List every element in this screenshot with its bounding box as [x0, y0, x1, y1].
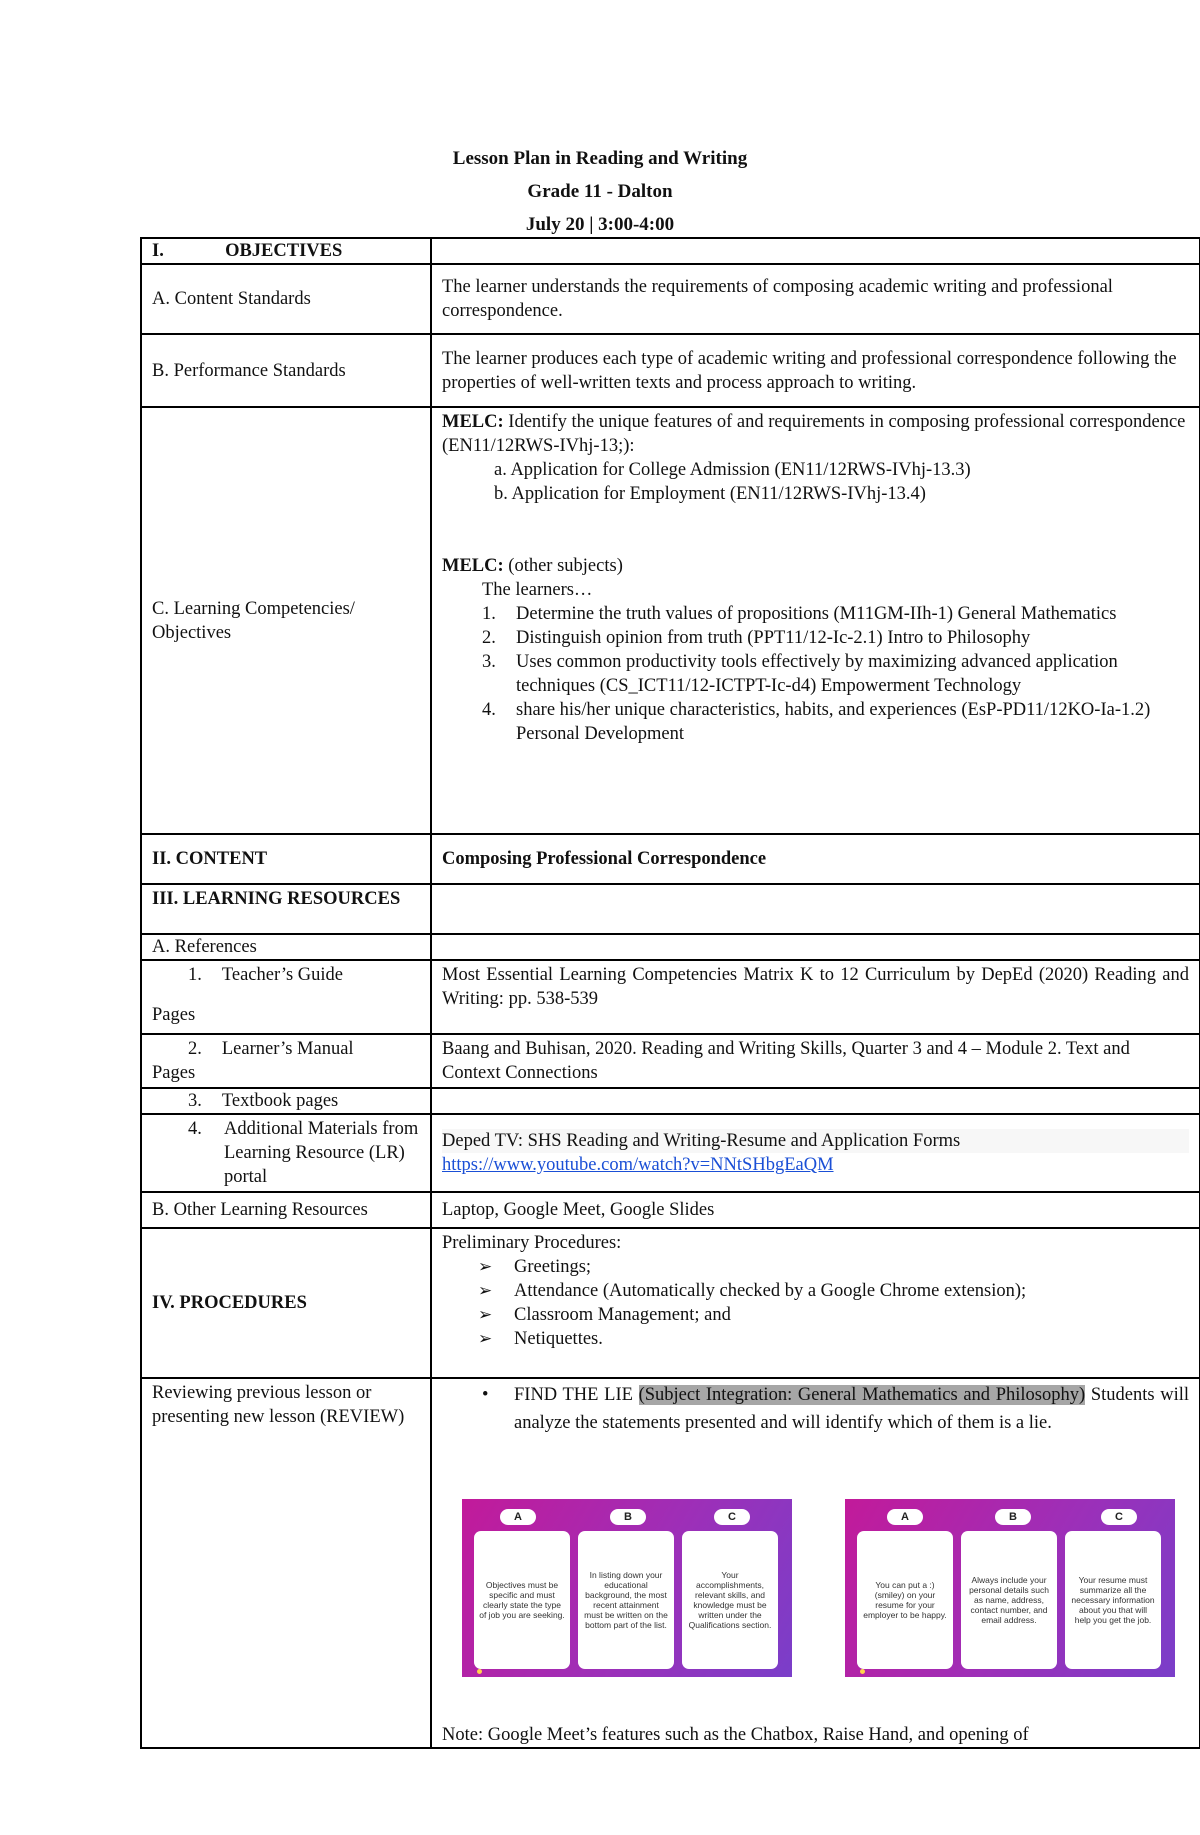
- textbook-row: 3. Textbook pages: [141, 1088, 1200, 1114]
- performance-standards-row: [141, 334, 1200, 407]
- option-a-label: A: [887, 1509, 923, 1525]
- other-resources-label: B. Other Learning Resources: [141, 1192, 431, 1228]
- melc-other: [442, 554, 1189, 578]
- learners-manual-value: Baang and Buhisan, 2020. Reading and Writing Skills, Quarter 3 and 4 – Module 2. Text and Context Connections: [431, 1034, 1200, 1088]
- content-row: [141, 834, 1200, 884]
- references-row: [141, 934, 1200, 960]
- youtube-link[interactable]: https://www.youtube.com/watch?v=NNtSHbgEaQM: [442, 1155, 834, 1175]
- content-label: II. CONTENT: [141, 834, 431, 884]
- find-the-lie-slide-1: [462, 1499, 792, 1677]
- activity-title: FIND THE LIE: [514, 1385, 639, 1405]
- melc-label: MELC:: [442, 412, 504, 432]
- references-label: A. References: [141, 934, 431, 960]
- procedure-item: ➢ Netiquettes.: [478, 1329, 603, 1349]
- procedures-row: [141, 1228, 1200, 1378]
- subject-integration: (Subject Integration: General Mathematics and Philosophy): [638, 1385, 1086, 1405]
- procedure-item: ➢ Classroom Management; and: [478, 1305, 731, 1325]
- statement-card: You can put a :) (smiley) on your resume for your employer to be happy.: [857, 1531, 953, 1669]
- competency-item: 1. Determine the truth values of propositions (M11GM-IIh-1) General Mathematics: [482, 604, 1117, 624]
- lesson-plan-table: [140, 237, 1200, 1749]
- teachers-guide-label: Teacher’s Guide: [221, 965, 344, 985]
- additional-materials-value: Deped TV: SHS Reading and Writing-Resume and Application Forms: [442, 1129, 1189, 1153]
- competencies-label: C. Learning Competencies/ Objectives: [141, 407, 431, 834]
- competencies-row: [141, 407, 1200, 834]
- objectives-row: [141, 238, 1200, 264]
- procedure-list: [442, 1255, 1189, 1351]
- melc-other-text: (other subjects): [503, 556, 623, 576]
- teachers-guide-value: Most Essential Learning Competencies Matrix K to 12 Curriculum by DepEd (2020) Reading and Writing: pp. 538-539: [431, 960, 1200, 1034]
- textbook-label: Textbook pages: [221, 1091, 339, 1111]
- melc-item-b: b. Application for Employment (EN11/12RWS-IVhj-13.4): [494, 484, 926, 504]
- content-standards-label: A. Content Standards: [141, 264, 431, 334]
- competencies-value: [431, 407, 1200, 834]
- performance-standards-label: B. Performance Standards: [141, 334, 431, 407]
- preliminary-procedures: Preliminary Procedures:: [442, 1233, 622, 1253]
- find-the-lie-slide-2: [845, 1499, 1175, 1677]
- content-standards-row: [141, 264, 1200, 334]
- resources-row: [141, 884, 1200, 934]
- grade-section: Grade 11 - Dalton: [527, 181, 673, 202]
- learners-manual-pages: Pages: [152, 1063, 196, 1083]
- additional-materials-row: 4. Additional Materials from Learning Resource (LR) portal Deped TV: SHS Reading and Writing-Resume and Application Forms https://www.youtube.com/watch?v=NNtSHbgEaQM: [141, 1114, 1200, 1192]
- schedule-date: July 20 | 3:00-4:00: [525, 214, 675, 235]
- teachers-guide-pages: Pages: [152, 1005, 196, 1025]
- procedure-item: ➢ Greetings;: [478, 1257, 592, 1277]
- activity-description: Students will analyze the statements presented and will identify which of them is a lie.: [514, 1385, 1189, 1433]
- melc-text: Identify the unique features of and requirements in composing professional correspondence (EN11/12RWS-IVhj-13;):: [442, 412, 1186, 456]
- objectives-heading: OBJECTIVES: [225, 241, 343, 261]
- additional-materials-label: Additional Materials from Learning Resource (LR) portal: [224, 1119, 419, 1187]
- content-standards-value: The learner understands the requirements of composing academic writing and professional correspondence.: [431, 264, 1200, 334]
- review-row: [141, 1378, 1200, 1748]
- content-value: Composing Professional Correspondence: [431, 834, 1200, 884]
- procedure-item: ➢ Attendance (Automatically checked by a Google Chrome extension);: [478, 1281, 1027, 1301]
- statement-card: Your resume must summarize all the necessary information about you that will help you get the job.: [1065, 1531, 1161, 1669]
- document-title: Lesson Plan in Reading and Writing: [452, 148, 748, 169]
- objectives-num: I.: [152, 241, 164, 261]
- review-label: Reviewing previous lesson or presenting new lesson (REVIEW): [141, 1378, 431, 1748]
- learners-manual-label: Learner’s Manual: [221, 1039, 354, 1059]
- slide-logo-icon: [860, 1669, 865, 1674]
- melc-other-label: MELC:: [442, 556, 504, 576]
- competency-item: 2. Distinguish opinion from truth (PPT11/12-Ic-2.1) Intro to Philosophy: [482, 628, 1031, 648]
- option-c-label: C: [714, 1509, 750, 1525]
- option-b-label: B: [610, 1509, 646, 1525]
- statement-card: Your accomplishments, relevant skills, and knowledge must be written under the Qualifications section.: [682, 1531, 778, 1669]
- option-b-label: B: [995, 1509, 1031, 1525]
- review-activity-list: [442, 1381, 1189, 1437]
- option-a-label: A: [500, 1509, 536, 1525]
- competency-item: 3. Uses common productivity tools effectively by maximizing advanced application techniques (CS_ICT11/12-ICTPT-Ic-d4) Empowerment Technology: [482, 652, 1118, 696]
- slide-logo-icon: [477, 1669, 482, 1674]
- other-resources-value: Laptop, Google Meet, Google Slides: [431, 1192, 1200, 1228]
- teachers-guide-row: 1. Teacher’s Guide Pages Most Essential Learning Competencies Matrix K to 12 Curriculum by DepEd (2020) Reading and Writing: pp. 538-539: [141, 960, 1200, 1034]
- statement-card: Objectives must be specific and must clearly state the type of job you are seeking.: [474, 1531, 570, 1669]
- review-activity: • FIND THE LIE (Subject Integration: General Mathematics and Philosophy) Students will analyze the statements presented and will identify which of them is a lie.: [482, 1385, 1189, 1433]
- learners-manual-row: 2. Learner’s Manual Pages Baang and Buhisan, 2020. Reading and Writing Skills, Quarter 3 and 4 – Module 2. Text and Context Connections: [141, 1034, 1200, 1088]
- competency-list: [442, 602, 1189, 746]
- procedures-label: IV. PROCEDURES: [141, 1228, 431, 1378]
- competency-item: 4. share his/her unique characteristics, habits, and experiences (EsP-PD11/12KO-Ia-1.2) Personal Development: [482, 700, 1151, 744]
- resources-heading: III. LEARNING RESOURCES: [141, 884, 431, 934]
- statement-card: Always include your personal details such as name, address, contact number, and email address.: [961, 1531, 1057, 1669]
- other-resources-row: [141, 1192, 1200, 1228]
- learners-intro: The learners…: [482, 580, 593, 600]
- option-c-label: C: [1101, 1509, 1137, 1525]
- performance-standards-value: The learner produces each type of academic writing and professional correspondence following the properties of well-written texts and process approach to writing.: [431, 334, 1200, 407]
- review-note: Note: Google Meet’s features such as the Chatbox, Raise Hand, and opening of: [442, 1725, 1029, 1745]
- melc-item-a: a. Application for College Admission (EN11/12RWS-IVhj-13.3): [494, 460, 971, 480]
- statement-card: In listing down your educational background, the most recent attainment must be written on the bottom part of the list.: [578, 1531, 674, 1669]
- melc-primary: [442, 410, 1189, 458]
